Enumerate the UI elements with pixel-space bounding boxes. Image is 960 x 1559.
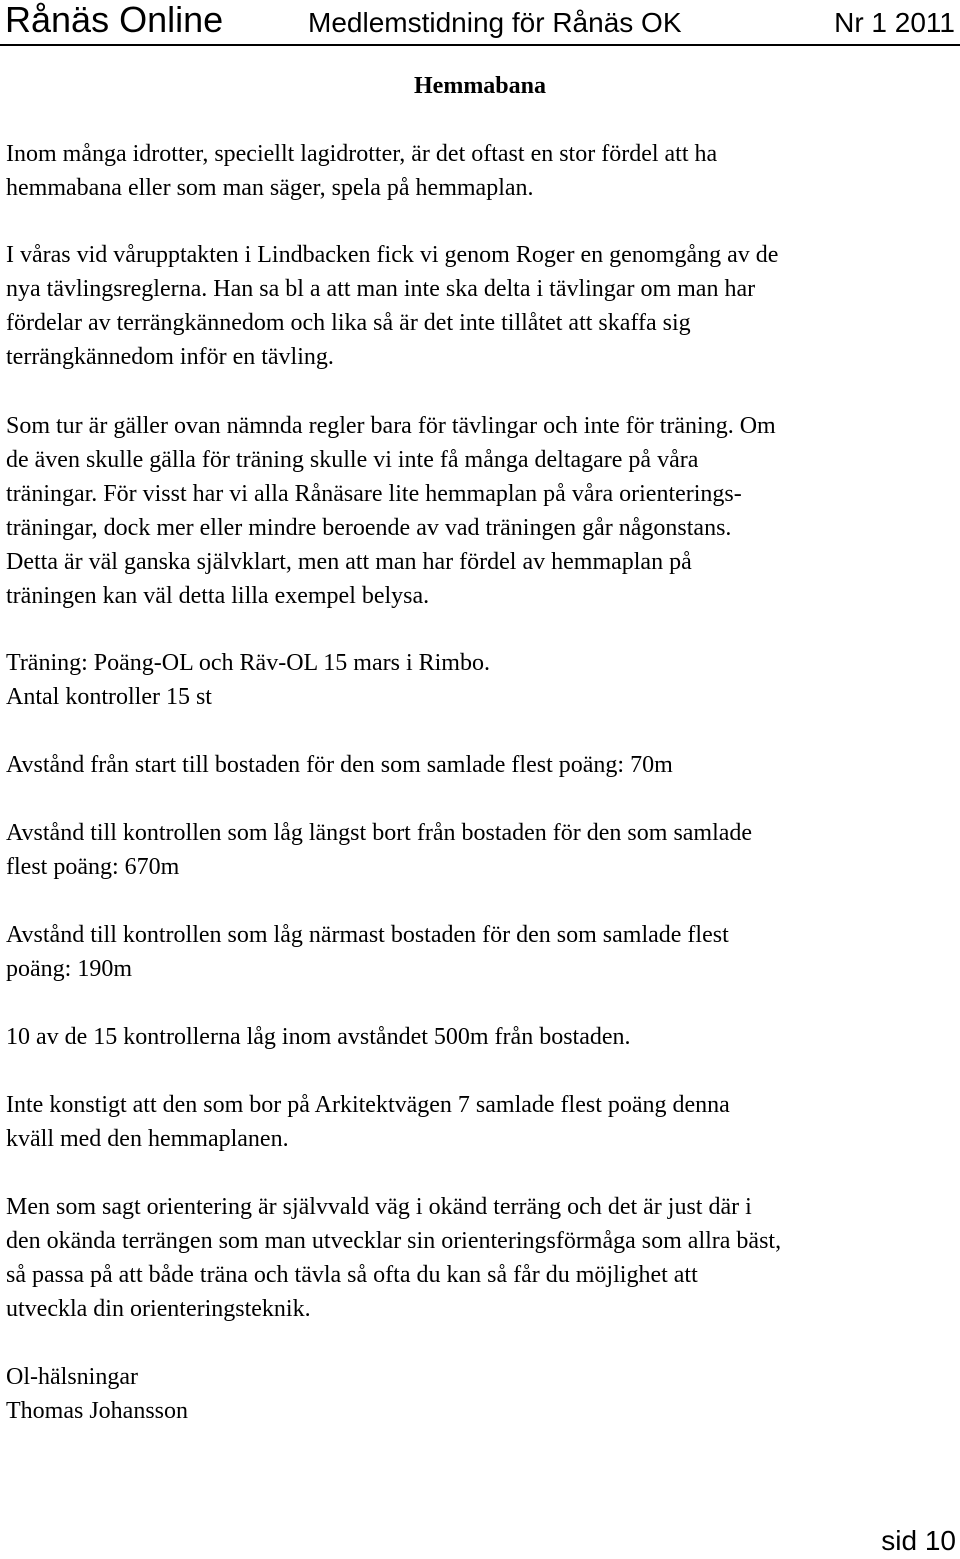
paragraph-training bbox=[6, 409, 776, 613]
publication-subtitle: Medlemstidning för Rånäs OK bbox=[308, 7, 682, 38]
text-line: Men som sagt orientering är självvald väg i okänd terräng och det är just där i bbox=[6, 1194, 752, 1220]
page-header bbox=[0, 0, 960, 44]
signature bbox=[6, 1360, 188, 1428]
text-line: fördelar av terrängkännedom och lika så är det inte tillåtet att skaffa sig bbox=[6, 310, 691, 336]
text-line: träningen kan väl detta lilla exempel belysa. bbox=[6, 583, 430, 609]
text-line: Avstånd till kontrollen som låg längst bort från bostaden för den som samlade bbox=[6, 820, 753, 846]
issue-number: Nr 1 2011 bbox=[834, 7, 955, 38]
text-line: hemmabana eller som man säger, spela på hemmaplan. bbox=[6, 175, 534, 201]
text-line: flest poäng: 670m bbox=[6, 854, 180, 880]
text-line: 10 av de 15 kontrollerna låg inom avståndet 500m från bostaden. bbox=[6, 1024, 631, 1050]
text-line: nya tävlingsreglerna. Han sa bl a att man inte ska delta i tävlingar om man har bbox=[6, 276, 756, 302]
paragraph-rules bbox=[6, 238, 778, 374]
text-line: träningar. För visst har vi alla Rånäsare lite hemmaplan på våra orienterings- bbox=[6, 481, 742, 507]
text-line: så passa på att både träna och tävla så ofta du kan så får du möjlighet att bbox=[6, 1262, 698, 1288]
publication-title: Rånäs Online bbox=[5, 0, 224, 40]
text-line: den okända terrängen som man utvecklar sin orienteringsförmåga som allra bäst, bbox=[6, 1228, 782, 1254]
text-line: träningar, dock mer eller mindre beroende av vad träningen går någonstans. bbox=[6, 515, 732, 541]
article-title: Hemmabana bbox=[414, 73, 546, 99]
text-line: Träning: Poäng-OL och Räv-OL 15 mars i Rimbo. bbox=[6, 650, 490, 676]
paragraph-event bbox=[6, 646, 490, 714]
greeting: Ol-hälsningar bbox=[6, 1364, 138, 1390]
paragraph-winner bbox=[6, 1088, 730, 1156]
text-line: Avstånd till kontrollen som låg närmast bostaden för den som samlade flest bbox=[6, 922, 729, 948]
paragraph-intro bbox=[6, 137, 717, 205]
text-line: poäng: 190m bbox=[6, 956, 132, 982]
text-line: I våras vid vårupptakten i Lindbacken fick vi genom Roger en genomgång av de bbox=[6, 242, 779, 268]
text-line: utveckla din orienteringsteknik. bbox=[6, 1296, 311, 1322]
paragraph-controls-count bbox=[6, 1020, 631, 1054]
author-name: Thomas Johansson bbox=[6, 1398, 188, 1424]
paragraph-distance-start bbox=[6, 748, 673, 782]
text-line: terrängkännedom inför en tävling. bbox=[6, 344, 334, 370]
text-line: Avstånd från start till bostaden för den som samlade flest poäng: 70m bbox=[6, 752, 673, 778]
page-number: sid 10 bbox=[881, 1525, 956, 1556]
header-divider bbox=[0, 44, 960, 46]
paragraph-distance-nearest bbox=[6, 918, 729, 986]
text-line: Som tur är gäller ovan nämnda regler bara för tävlingar och inte för träning. Om bbox=[6, 413, 776, 439]
paragraph-distance-farthest bbox=[6, 816, 752, 884]
paragraph-closing bbox=[6, 1190, 781, 1326]
text-line: Inom många idrotter, speciellt lagidrotter, är det oftast en stor fördel att ha bbox=[6, 141, 718, 167]
text-line: Detta är väl ganska självklart, men att man har fördel av hemmaplan på bbox=[6, 549, 692, 575]
text-line: Inte konstigt att den som bor på Arkitektvägen 7 samlade flest poäng denna bbox=[6, 1092, 730, 1118]
text-line: kväll med den hemmaplanen. bbox=[6, 1126, 289, 1152]
text-line: de även skulle gälla för träning skulle vi inte få många deltagare på våra bbox=[6, 447, 699, 473]
text-line: Antal kontroller 15 st bbox=[6, 684, 212, 710]
